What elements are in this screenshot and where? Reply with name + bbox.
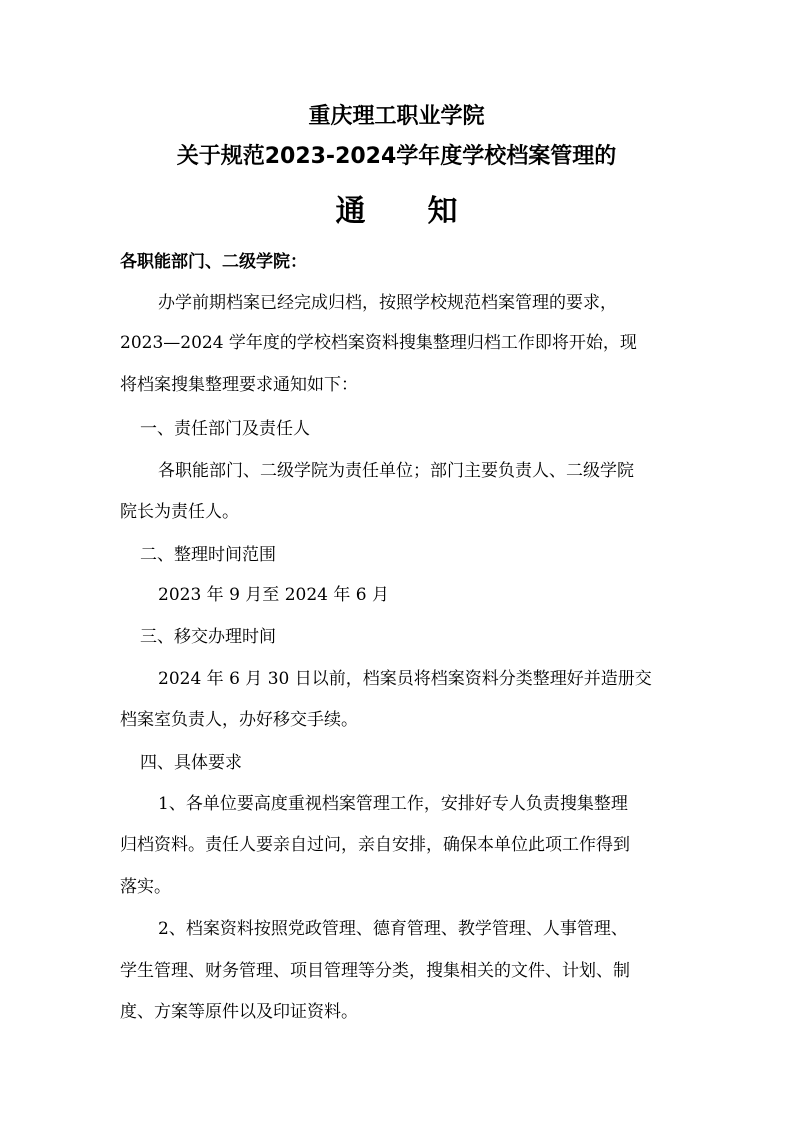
requirement-1-line-1: 1、各单位要高度重视档案管理工作，安排好专人负责搜集整理 (158, 794, 628, 814)
notice-subject-heading: 关于规范2023-2024学年度学校档案管理的 (176, 144, 617, 169)
salutation: 各职能部门、二级学院： (120, 252, 307, 272)
section-1-line-2: 院长为责任人。 (120, 502, 239, 522)
section-4-title: 四、具体要求 (140, 753, 242, 773)
intro-line-3: 将档案搜集整理要求通知如下： (120, 375, 358, 395)
intro-line-1: 办学前期档案已经完成归档，按照学校规范档案管理的要求， (158, 293, 617, 313)
section-1-line-1: 各职能部门、二级学院为责任单位；部门主要负责人、二级学院 (158, 461, 634, 481)
section-3-title: 三、移交办理时间 (140, 627, 276, 647)
school-name-heading: 重庆理工职业学院 (308, 104, 485, 129)
section-3-line-1: 2024 年 6 月 30 日以前，档案员将档案资料分类整理好并造册交 (158, 669, 652, 689)
intro-line-2: 2023—2024 学年度的学校档案资料搜集整理归档工作即将开始，现 (120, 333, 637, 353)
section-2-title: 二、整理时间范围 (140, 545, 276, 565)
requirement-1-line-3: 落实。 (120, 877, 171, 897)
notice-heading (0, 193, 793, 231)
section-3-line-2: 档案室负责人，办好移交手续。 (120, 710, 358, 730)
notice-heading-char-1: 通 (335, 194, 366, 229)
requirement-2-line-1: 2、档案资料按照党政管理、德育管理、教学管理、人事管理、 (158, 919, 628, 939)
requirement-2-line-2: 学生管理、财务管理、项目管理等分类，搜集相关的文件、计划、制 (120, 961, 630, 981)
notice-heading-char-2: 知 (427, 194, 458, 229)
section-1-title: 一、责任部门及责任人 (140, 419, 310, 439)
section-2-line-1: 2023 年 9 月至 2024 年 6 月 (158, 585, 389, 605)
requirement-2-line-3: 度、方案等原件以及印证资料。 (120, 1002, 358, 1022)
requirement-1-line-2: 归档资料。责任人要亲自过问，亲自安排，确保本单位此项工作得到 (120, 835, 630, 855)
